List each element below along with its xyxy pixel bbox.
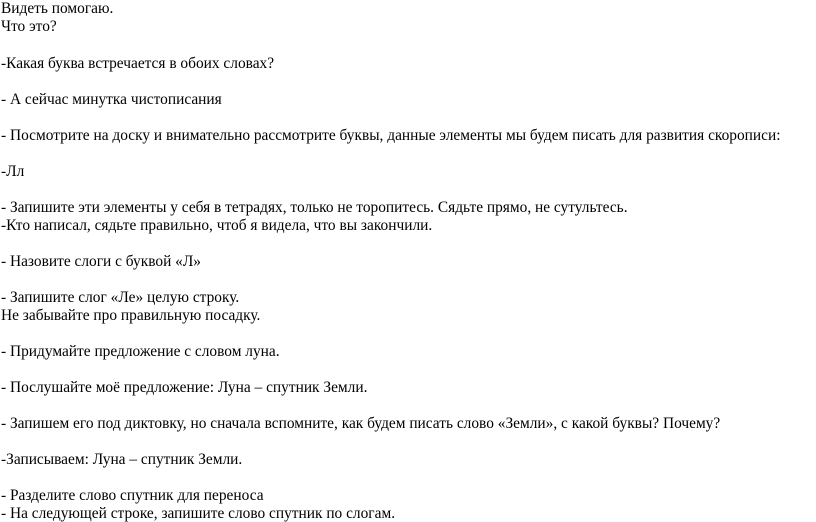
text-line: -Лл	[1, 163, 25, 180]
text-line: Что это?	[1, 18, 57, 35]
text-line: - Придумайте предложение с словом луна.	[1, 343, 280, 360]
text-line: - Запишите слог «Ле» целую строку.	[1, 289, 240, 306]
text-line: - Послушайте моё предложение: Луна – спутник Земли.	[1, 379, 368, 396]
text-line: - А сейчас минутка чистописания	[1, 91, 222, 108]
text-line: -Кто написал, сядьте правильно, чтоб я видела, что вы закончили.	[1, 217, 433, 234]
text-line: Не забывайте про правильную посадку.	[1, 307, 261, 324]
text-line: - Посмотрите на доску и внимательно рассмотрите буквы, данные элементы мы будем писать для развития скорописи:	[1, 127, 781, 144]
text-line: - Запишем его под диктовку, но сначала вспомните, как будем писать слово «Земли», с какой буквы? Почему?	[1, 415, 721, 432]
text-line: - Запишите эти элементы у себя в тетрадях, только не торопитесь. Сядьте прямо, не сутультесь.	[1, 199, 628, 216]
text-line: - Разделите слово спутник для переноса	[1, 487, 264, 504]
text-line: - На следующей строке, запишите слово спутник по слогам.	[1, 505, 396, 522]
text-line: -Какая буква встречается в обоих словах?	[1, 55, 275, 72]
text-line: -Записываем: Луна – спутник Земли.	[1, 451, 243, 468]
text-line: Видеть помогаю.	[1, 0, 114, 17]
text-line: - Назовите слоги с буквой «Л»	[1, 253, 201, 270]
